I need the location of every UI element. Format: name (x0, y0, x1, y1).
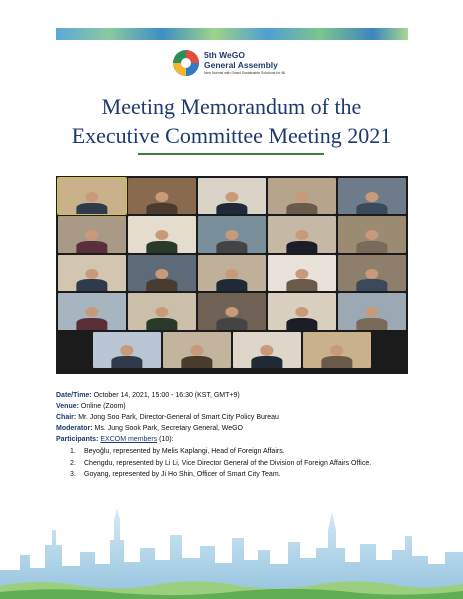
participant-body (321, 356, 352, 368)
participants-count: (10): (159, 436, 174, 443)
participant-figure (286, 192, 317, 215)
participant-head (366, 307, 379, 317)
participant-figure (146, 269, 177, 292)
list-item (70, 469, 371, 481)
participant-figure (111, 345, 142, 368)
participant-body (216, 203, 247, 215)
list-item (70, 446, 371, 458)
logo-title (204, 50, 278, 70)
participant-video-tile (198, 255, 266, 291)
top-banner (56, 28, 408, 40)
participant-figure (286, 307, 317, 330)
venue-label: Venue: (56, 403, 79, 410)
participant-figure (321, 345, 352, 368)
participant-body (146, 203, 177, 215)
title-line-2: Executive Committee Meeting 2021 (71, 123, 392, 148)
participant-head (226, 269, 239, 279)
participant-head (296, 307, 309, 317)
participant-figure (286, 230, 317, 253)
list-item-text: Beyoğlu, represented by Melis Kaplangi, Head of Foreign Affairs. (84, 448, 285, 455)
moderator-row (56, 423, 416, 434)
participants-row (56, 434, 416, 445)
participant-figure (216, 307, 247, 330)
participant-head (156, 269, 169, 279)
list-item-text: Chengdu, represented by Li Li, Vice Director General of the Division of Foreign Affairs Office. (84, 459, 372, 467)
participant-body (216, 318, 247, 330)
participant-body (286, 203, 317, 215)
participant-video-tile (338, 178, 406, 214)
participant-video-tile (338, 255, 406, 291)
participant-head (296, 230, 309, 240)
participant-body (76, 241, 107, 253)
participant-head (191, 345, 204, 355)
participant-body (76, 203, 107, 215)
participant-head (86, 269, 99, 279)
participant-head (86, 230, 99, 240)
participant-video-tile (128, 293, 196, 329)
participant-figure (76, 307, 107, 330)
participant-figure (181, 345, 212, 368)
participant-body (356, 203, 387, 215)
participant-body (216, 279, 247, 291)
participant-figure (356, 192, 387, 215)
zoom-meeting-photo (56, 176, 408, 374)
participant-figure (216, 269, 247, 292)
participant-figure (286, 269, 317, 292)
datetime-value: October 14, 2021, 15:00 - 16:30 (KST, GMT+9) (93, 392, 240, 399)
logo-title-line1: 5th WeGO (204, 50, 245, 60)
wego-logo-icon (172, 49, 200, 77)
participant-video-tile (163, 332, 231, 368)
participant-head (156, 192, 169, 202)
city-skyline-illustration (0, 500, 463, 599)
list-item (70, 458, 371, 470)
datetime-label: Date/Time: (56, 392, 92, 399)
logo-tagline: New Normal with Smart Sustainable Solutions for All (204, 71, 286, 75)
participant-video-tile (268, 293, 336, 329)
list-item-text: Goyang, represented by Ji Ho Shin, Officer of Smart City Team. (84, 471, 281, 478)
participant-body (286, 318, 317, 330)
chair-row (56, 412, 416, 423)
participant-body (111, 356, 142, 368)
participant-body (181, 356, 212, 368)
venue-value: Online (Zoom) (80, 403, 126, 410)
participant-figure (146, 307, 177, 330)
moderator-value: Ms. Jung Sook Park, Secretary General, WeGO (94, 425, 243, 432)
datetime-row (56, 390, 416, 401)
participant-video-tile (338, 216, 406, 252)
participant-video-tile (198, 178, 266, 214)
participant-figure (216, 230, 247, 253)
participant-figure (356, 307, 387, 330)
title-line-1: Meeting Memorandum of the (101, 94, 362, 119)
participant-body (286, 279, 317, 291)
participant-head (156, 307, 169, 317)
list-item-number: 3. (70, 471, 76, 478)
participant-video-tile (58, 178, 126, 214)
chair-label: Chair: (56, 414, 77, 421)
participant-video-tile (58, 255, 126, 291)
meeting-details (56, 390, 416, 445)
participant-figure (356, 230, 387, 253)
participant-head (226, 307, 239, 317)
participant-head (226, 192, 239, 202)
participant-figure (251, 345, 282, 368)
participant-body (356, 318, 387, 330)
participant-head (261, 345, 274, 355)
participant-body (286, 241, 317, 253)
participant-video-tile (58, 216, 126, 252)
list-item-number: 2. (70, 459, 76, 467)
participant-body (146, 318, 177, 330)
participant-body (251, 356, 282, 368)
participants-list (70, 446, 371, 481)
participant-video-tile (58, 293, 126, 329)
participant-figure (146, 192, 177, 215)
excom-members-link[interactable]: EXCOM members (100, 436, 158, 443)
participant-figure (76, 230, 107, 253)
participant-body (356, 241, 387, 253)
participant-head (226, 230, 239, 240)
participant-figure (76, 192, 107, 215)
chair-value: Mr. Jong Soo Park, Director-General of Smart City Policy Bureau (78, 414, 279, 421)
participant-body (76, 279, 107, 291)
participant-video-tile (128, 216, 196, 252)
participant-video-tile (233, 332, 301, 368)
participant-body (356, 279, 387, 291)
participant-body (146, 241, 177, 253)
participant-head (331, 345, 344, 355)
participant-figure (216, 192, 247, 215)
participant-video-tile (268, 255, 336, 291)
logo-title-line2: General Assembly (204, 60, 278, 70)
participant-video-tile (198, 293, 266, 329)
participant-video-tile (338, 293, 406, 329)
participant-video-tile (303, 332, 371, 368)
participant-body (76, 318, 107, 330)
participant-video-tile (268, 216, 336, 252)
page-title (0, 92, 463, 150)
participant-head (366, 192, 379, 202)
participant-figure (356, 269, 387, 292)
title-divider (138, 153, 324, 155)
participant-head (121, 345, 134, 355)
participant-head (86, 192, 99, 202)
participant-figure (146, 230, 177, 253)
moderator-label: Moderator: (56, 425, 93, 432)
participant-video-tile (198, 216, 266, 252)
participant-head (366, 269, 379, 279)
participant-head (156, 230, 169, 240)
participant-head (296, 269, 309, 279)
participant-video-tile (128, 255, 196, 291)
participant-video-tile (268, 178, 336, 214)
wego-logo (172, 48, 302, 80)
participant-head (366, 230, 379, 240)
list-item-number: 1. (70, 448, 76, 455)
participant-figure (76, 269, 107, 292)
participants-label: Participants: (56, 436, 99, 443)
participant-body (146, 279, 177, 291)
participant-head (296, 192, 309, 202)
venue-row (56, 401, 416, 412)
participant-video-tile (93, 332, 161, 368)
participant-head (86, 307, 99, 317)
participant-video-tile (128, 178, 196, 214)
participant-body (216, 241, 247, 253)
